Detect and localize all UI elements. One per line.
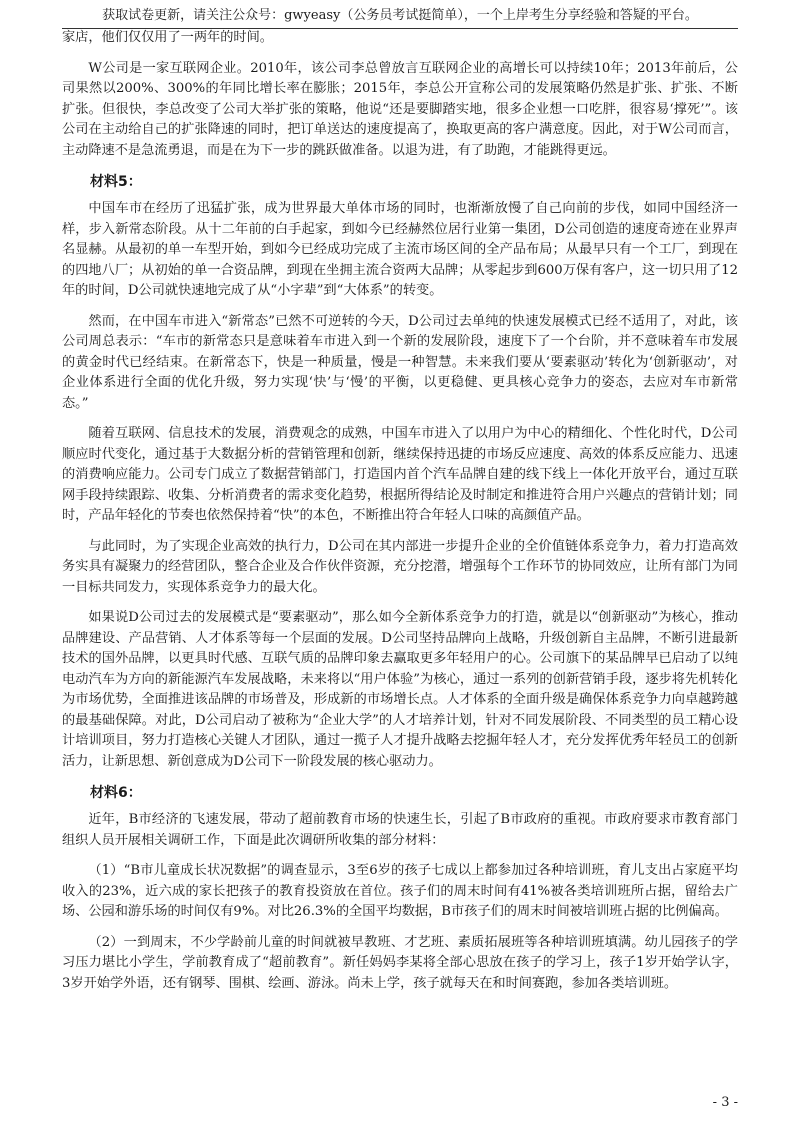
paragraph-material6-item2: （2）一到周末，不少学龄前儿童的时间就被早教班、才艺班、素质拓展班等各种培训班填满。幼儿园孩子的学习压力堪比小学生，学前教育成了“超前教育”。新任妈妈李某将全部心思放在孩子的学习上，孩子1岁开始学认字，3岁开始学外语，还有钢琴、围棋、绘画、游泳。尚未上学，孩子就每天在和时间赛跑，参加各类培训班。 — [62, 934, 738, 991]
material-5-heading: 材料5： — [90, 174, 142, 190]
document-body — [62, 28, 738, 1004]
paragraph-material5-2: 然而，在中国车市进入“新常态”已然不可逆转的今天，D公司过去单纯的快速发展模式已经不适用了，对此，该公司周总表示：“车市的新常态只是意味着车市进入到一个新的发展阶段，速度下了一个台阶，并不意味着车市发展的黄金时代已经结束。在新常态下，快是一种质量，慢是一种智慧。未来我们要从‘要素驱动’转化为‘创新驱动’，对企业体系进行全面的优化升级，努力实现‘快’与‘慢’的平衡，以更稳健、更具核心竞争力的姿态，去应对车市新常态。” — [62, 313, 738, 411]
material-6-heading: 材料6： — [90, 785, 142, 801]
page-header: 获取试卷更新，请关注公众号：gwyeasy（公务员考试挺简单），一个上岸考生分享经验和答疑的平台。 — [102, 8, 698, 23]
paragraph-material5-4: 与此同时，为了实现企业高效的执行力，D公司在其内部进一步提升企业的全价值链体系竞争力，着力打造高效务实具有凝聚力的经营团队，整合企业及合作伙伴资源，充分挖潜，增强每个工作环节的协同效应，让所有部门为同一目标共同发力，实现体系竞争力的最大化。 — [62, 538, 738, 595]
page-number: - 3 - — [712, 1095, 738, 1110]
paragraph-material6-intro: 近年，B市经济的飞速发展，带动了超前教育市场的快速生长，引起了B市政府的重视。市政府要求市教育部门组织人员开展相关调研工作，下面是此次调研所收集的部分材料： — [62, 812, 738, 848]
paragraph-material5-3: 随着互联网、信息技术的发展，消费观念的成熟，中国车市进入了以用户为中心的精细化、个性化时代，D公司顺应时代变化，通过基于大数据分析的营销管理和创新，继续保持迅捷的市场反应速度、高效的体系反应能力、迅速的消费响应能力。公司专门成立了数据营销部门，打造国内首个汽车品牌自建的线下线上一体化开放平台，通过互联网手段持续跟踪、收集、分析消费者的需求变化趋势，根据所得结论及时制定和推进符合用户兴趣点的营销计划；同时，产品年轻化的节奏也依然保持着“快”的本色，不断推出符合年轻人口味的高颜值产品。 — [62, 426, 738, 523]
paragraph-continued: 家店，他们仅仅用了一两年的时间。 — [62, 30, 273, 45]
paragraph-w-company: W公司是一家互联网企业。2010年，该公司李总曾放言互联网企业的高增长可以持续10年；2013年前后，公司果然以200%、300%的年同比增长率在膨胀；2015年，李总公开宣称公司的发展策略仍然是扩张、扩张、不断扩张。但很快，李总改变了公司大举扩张的策略，他说“还是要脚踏实地，很多企业想一口吃胖，很容易‘撑死’”。该公司在主动给自己的扩张降速的同时，把订单送达的速度提高了，换取更高的客户满意度。因此，对于W公司而言，主动降速不是急流勇退，而是在为下一步的跳跃做准备。以退为进，有了助跑，才能跳得更远。 — [62, 60, 738, 158]
paragraph-material6-item1: （1）“B市儿童成长状况数据”的调查显示，3至6岁的孩子七成以上都参加过各种培训班，育儿支出占家庭平均收入的23%，近六成的家长把孩子的教育投资放在首位。孩子们的周末时间有41%被各类培训班所占据，留给去广场、公园和游乐场的时间仅有9%。对比26.3%的全国平均数据，B市孩子们的周末时间被培训班占据的比例偏高。 — [62, 863, 738, 919]
paragraph-material5-5: 如果说D公司过去的发展模式是“要素驱动”，那么如今全新体系竞争力的打造，就是以“创新驱动”为核心，推动品牌建设、产品营销、人才体系等每一个层面的发展。D公司坚持品牌向上战略，升级创新自主品牌，不断引进最新技术的国外品牌，以更具时代感、互联气质的品牌印象去赢取更多年轻用户的心。公司旗下的某品牌早已启动了以纯电动汽车为方向的新能源汽车发展战略，未来将以“用户体验”为核心，通过一系列的创新营销手段，逐步将先机转化为市场优势，全面推进该品牌的市场普及，形成新的市场增长点。人才体系的全面升级是确保体系竞争力向卓越跨越的最基础保障。对此，D公司启动了被称为“企业大学”的人才培养计划，针对不同发展阶段、不同类型的员工精心设计培训项目，努力打造核心关键人才团队，通过一揽子人才提升战略去挖掘年轻人才，充分发挥优秀年轻员工的创新活力，让新思想、新创意成为D公司下一阶段发展的核心驱动力。 — [62, 610, 738, 769]
paragraph-material5-1: 中国车市在经历了迅猛扩张，成为世界最大单体市场的同时，也渐渐放慢了自己向前的步伐，如同中国经济一样，步入新常态阶段。从十二年前的白手起家，到如今已经赫然位居行业第一集团，D公司创造的速度奇迹在业界声名显赫。从最初的单一车型开始，到如今已经成功完成了主流市场区间的全产品布局；从最早只有一个工厂，到现在的四地八厂；从初始的单一合资品牌，到现在坐拥主流合资两大品牌；从零起步到600万保有客户，这一切只用了12年的时间，D公司就快速地完成了从“小字辈”到“大体系”的转变。 — [62, 201, 738, 298]
